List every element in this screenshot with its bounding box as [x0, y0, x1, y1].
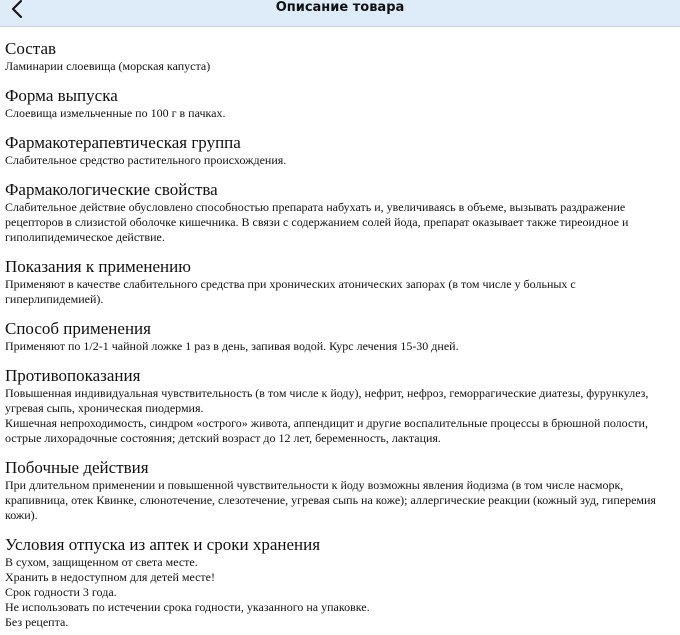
page-title: Описание товара: [275, 0, 405, 15]
section-heading: Побочные действия: [5, 458, 149, 477]
section-storage-conditions: [5, 535, 675, 630]
section-text: При длительном применении и повышенной чувствительности к йоду возможны явления йодизма (в том числе насморк, крапивница, отек Квинке, слюнотечение, слезотечение, угревая сыпь на коже); аллергические реакции (кожный зуд, гиперемия кожи).: [5, 478, 656, 522]
section-heading: Состав: [5, 39, 57, 58]
section-heading: Показания к применению: [5, 257, 191, 276]
section-heading: Способ применения: [5, 319, 151, 338]
section-contraindications: [5, 366, 675, 446]
section-text: Применяют в качестве слабительного средства при хронических атонических запорах (в том числе у больных с гиперлипидемией).: [5, 277, 576, 306]
section-text: Срок годности 3 года.: [5, 585, 117, 599]
back-button[interactable]: [6, 0, 28, 22]
section-text: Применяют по 1/2-1 чайной ложке 1 раз в день, запивая водой. Курс лечения 15-30 дней.: [5, 339, 459, 353]
section-heading: Фармакотерапевтическая группа: [5, 133, 241, 152]
section-heading: Условия отпуска из аптек и сроки хранения: [5, 535, 321, 554]
section-release-form: [5, 86, 675, 121]
section-text: В сухом, защищенном от света месте.: [5, 555, 198, 569]
section-indications: [5, 257, 675, 307]
section-text: Слабительное действие обусловлено способностью препарата набухать и, увеличиваясь в объеме, вызывать раздражение рецепторов в слизистой оболочке кишечника. В связи с содержанием солей йода, препарат оказывает также тиреоидное и гиполипидемическое действие.: [5, 200, 629, 244]
section-text: Слоевища измельченные по 100 г в пачках.: [5, 106, 226, 120]
top-nav-bar: [0, 0, 680, 27]
section-text: Кишечная непроходимость, синдром «острого» живота, аппендицит и другие воспалительные процессы в брюшной полости, острые лихорадочные состояния; детский возраст до 12 лет, беременность, лактация.: [5, 416, 648, 445]
chevron-left-icon: [10, 0, 24, 19]
section-heading: Форма выпуска: [5, 86, 118, 105]
section-pharmacological-properties: [5, 180, 675, 245]
section-text: Слабительное средство растительного происхождения.: [5, 153, 287, 167]
section-text: Повышенная индивидуальная чувствительность (в том числе к йоду), нефрит, нефроз, геморрагические диатезы, фурункулез, угревая сыпь, хроническая пиодермия.: [5, 386, 649, 415]
product-description: [0, 27, 680, 630]
section-heading: Фармакологические свойства: [5, 180, 218, 199]
section-text: Не использовать по истечении срока годности, указанного на упаковке.: [5, 600, 370, 614]
section-text: Без рецепта.: [5, 615, 69, 629]
section-text: Ламинарии слоевища (морская капуста): [5, 59, 211, 73]
section-text: Хранить в недоступном для детей месте!: [5, 570, 215, 584]
section-pharmacotherapeutic-group: [5, 133, 675, 168]
section-composition: [5, 39, 675, 74]
section-side-effects: [5, 458, 675, 523]
section-heading: Противопоказания: [5, 366, 141, 385]
section-dosage: [5, 319, 675, 354]
